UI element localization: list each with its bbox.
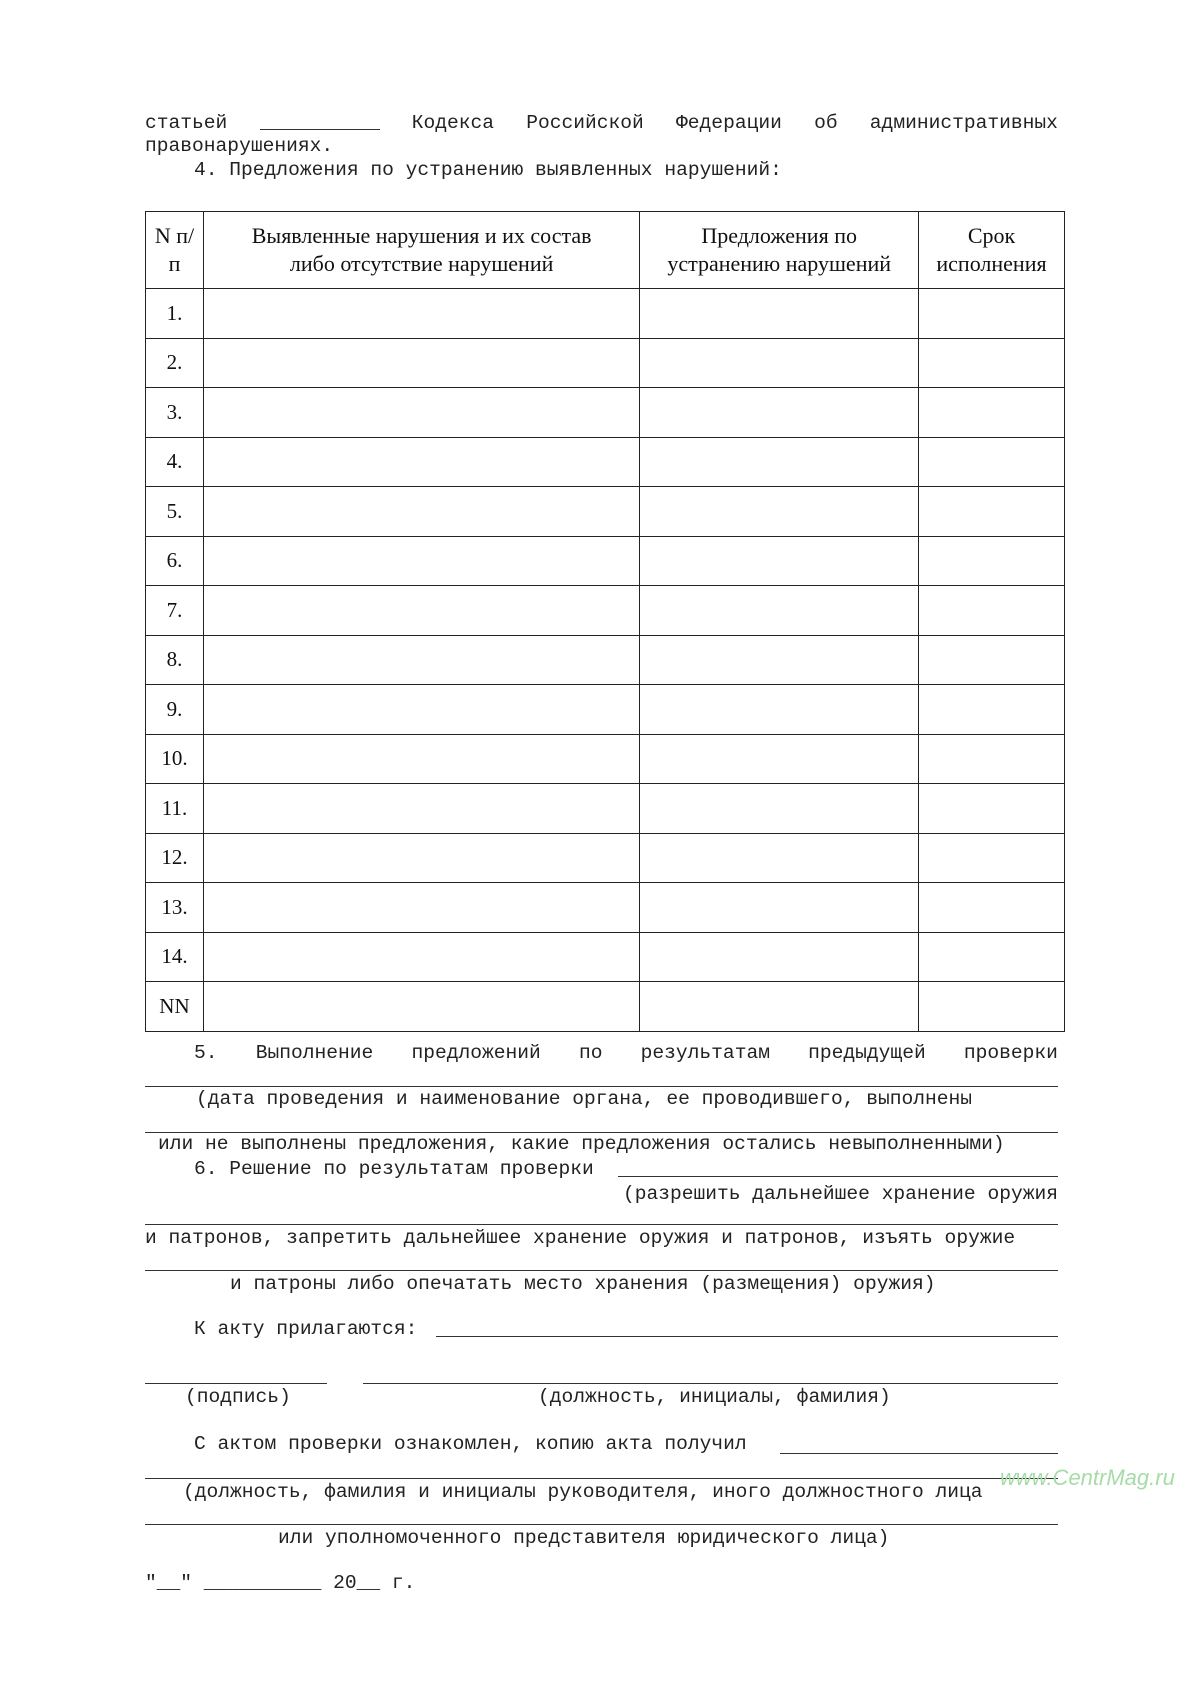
deadline-cell <box>919 982 1065 1032</box>
table-row <box>146 536 1065 586</box>
violations-cell <box>203 536 639 586</box>
item-5-hint-1: (дата проведения и наименование органа, ее проводившего, выполнены <box>196 1088 973 1110</box>
proposals-cell <box>640 685 919 735</box>
proposals-cell <box>640 388 919 438</box>
header-proposals: Предложения по устранению нарушений <box>640 212 919 289</box>
item-6-blank-1 <box>618 1176 1058 1177</box>
proposals-cell <box>640 437 919 487</box>
violations-cell <box>203 586 639 636</box>
violations-cell <box>203 932 639 982</box>
violations-cell <box>203 487 639 537</box>
proposals-cell <box>640 932 919 982</box>
acknowledgement-label: С актом проверки ознакомлен, копию акта получил <box>194 1433 747 1455</box>
word: Кодекса <box>411 112 495 134</box>
intro-line-2: правонарушениях. <box>145 135 334 157</box>
violations-cell <box>203 685 639 735</box>
table-row <box>146 437 1065 487</box>
word: об <box>814 112 838 134</box>
row-number: 5. <box>146 487 204 537</box>
violations-cell <box>203 883 639 933</box>
proposals-cell <box>640 734 919 784</box>
row-number: 11. <box>146 784 204 834</box>
intro-line-1 <box>145 111 1058 135</box>
table-row <box>146 784 1065 834</box>
deadline-cell <box>919 338 1065 388</box>
item-6-hint-2: и патронов, запретить дальнейшее хранение оружия и патронов, изъять оружие <box>145 1227 1016 1249</box>
row-number: 12. <box>146 833 204 883</box>
article-blank <box>260 111 380 130</box>
table-row <box>146 883 1065 933</box>
acknowledgement-blank-2 <box>145 1478 1058 1479</box>
deadline-cell <box>919 437 1065 487</box>
row-number: 6. <box>146 536 204 586</box>
word: Выполнение <box>255 1042 374 1064</box>
table-row <box>146 982 1065 1032</box>
word: проверки <box>963 1042 1058 1064</box>
row-number: 4. <box>146 437 204 487</box>
word: Российской <box>526 112 644 134</box>
table-row <box>146 338 1065 388</box>
item-5-hint-2: или не выполнены предложения, какие предложения остались невыполненными) <box>158 1133 1005 1155</box>
signer-name-blank <box>363 1383 1058 1384</box>
proposals-cell <box>640 635 919 685</box>
acknowledgement-blank-1 <box>780 1453 1058 1454</box>
row-number: 8. <box>146 635 204 685</box>
header-deadline: Срок исполнения <box>919 212 1065 289</box>
attachments-label: К акту прилагаются: <box>194 1318 418 1340</box>
violations-cell <box>203 635 639 685</box>
date-line: "__" __________ 20__ г. <box>145 1572 416 1594</box>
acknowledgement-hint-1: (должность, фамилия и инициалы руководителя, иного должностного лица <box>183 1481 983 1503</box>
table-row <box>146 388 1065 438</box>
row-number: 13. <box>146 883 204 933</box>
header-violations: Выявленные нарушения и их состав либо отсутствие нарушений <box>203 212 639 289</box>
deadline-cell <box>919 388 1065 438</box>
word: предложений <box>411 1042 541 1064</box>
deadline-cell <box>919 536 1065 586</box>
table-row <box>146 734 1065 784</box>
proposals-cell <box>640 289 919 339</box>
deadline-cell <box>919 784 1065 834</box>
row-number: 2. <box>146 338 204 388</box>
row-number: 10. <box>146 734 204 784</box>
item-5-line <box>194 1041 1058 1065</box>
deadline-cell <box>919 635 1065 685</box>
word: предыдущей <box>808 1042 926 1064</box>
table-row <box>146 586 1065 636</box>
proposals-cell <box>640 487 919 537</box>
signature-hint: (подпись) <box>185 1386 291 1408</box>
proposals-cell <box>640 338 919 388</box>
acknowledgement-hint-2: или уполномоченного представителя юридического лица) <box>278 1527 890 1549</box>
table-row <box>146 833 1065 883</box>
table-row <box>146 487 1065 537</box>
table-row <box>146 635 1065 685</box>
deadline-cell <box>919 932 1065 982</box>
violations-cell <box>203 388 639 438</box>
deadline-cell <box>919 586 1065 636</box>
table-header-row <box>146 212 1065 289</box>
proposals-cell <box>640 586 919 636</box>
table-row <box>146 932 1065 982</box>
attachments-blank <box>436 1336 1058 1337</box>
proposals-cell <box>640 833 919 883</box>
deadline-cell <box>919 289 1065 339</box>
proposals-cell <box>640 982 919 1032</box>
item-4-heading: 4. Предложения по устранению выявленных нарушений: <box>194 159 782 181</box>
proposals-cell <box>640 784 919 834</box>
signature-blank <box>145 1383 327 1384</box>
violations-table <box>145 211 1065 1032</box>
word: административных <box>869 112 1058 134</box>
word: по <box>578 1042 603 1064</box>
row-number: 9. <box>146 685 204 735</box>
violations-cell <box>203 289 639 339</box>
violations-cell <box>203 833 639 883</box>
table-row <box>146 289 1065 339</box>
row-number: 3. <box>146 388 204 438</box>
row-number: 1. <box>146 289 204 339</box>
signer-name-hint: (должность, инициалы, фамилия) <box>538 1386 891 1408</box>
acknowledgement-blank-3 <box>145 1524 1058 1525</box>
deadline-cell <box>919 833 1065 883</box>
deadline-cell <box>919 487 1065 537</box>
item-6-label: 6. Решение по результатам проверки <box>194 1158 594 1180</box>
word: 5. <box>194 1042 218 1064</box>
word: Федерации <box>676 112 782 134</box>
item-6-blank-3 <box>145 1270 1058 1271</box>
deadline-cell <box>919 734 1065 784</box>
violations-cell <box>203 982 639 1032</box>
item-6-hint-3: и патроны либо опечатать место хранения (размещения) оружия) <box>230 1273 936 1295</box>
proposals-cell <box>640 536 919 586</box>
violations-cell <box>203 437 639 487</box>
item-6-hint-1: (разрешить дальнейшее хранение оружия <box>622 1183 1058 1205</box>
row-number: 7. <box>146 586 204 636</box>
proposals-cell <box>640 883 919 933</box>
word: результатам <box>640 1042 770 1064</box>
header-number: N п/п <box>146 212 204 289</box>
table-row <box>146 685 1065 735</box>
deadline-cell <box>919 883 1065 933</box>
item-6-blank-2 <box>145 1224 1058 1225</box>
row-number: 14. <box>146 932 204 982</box>
violations-cell <box>203 734 639 784</box>
deadline-cell <box>919 685 1065 735</box>
row-number: NN <box>146 982 204 1032</box>
watermark: www.CentrMag.ru <box>1000 1465 1175 1490</box>
word: статьей <box>145 112 228 134</box>
violations-cell <box>203 338 639 388</box>
violations-cell <box>203 784 639 834</box>
